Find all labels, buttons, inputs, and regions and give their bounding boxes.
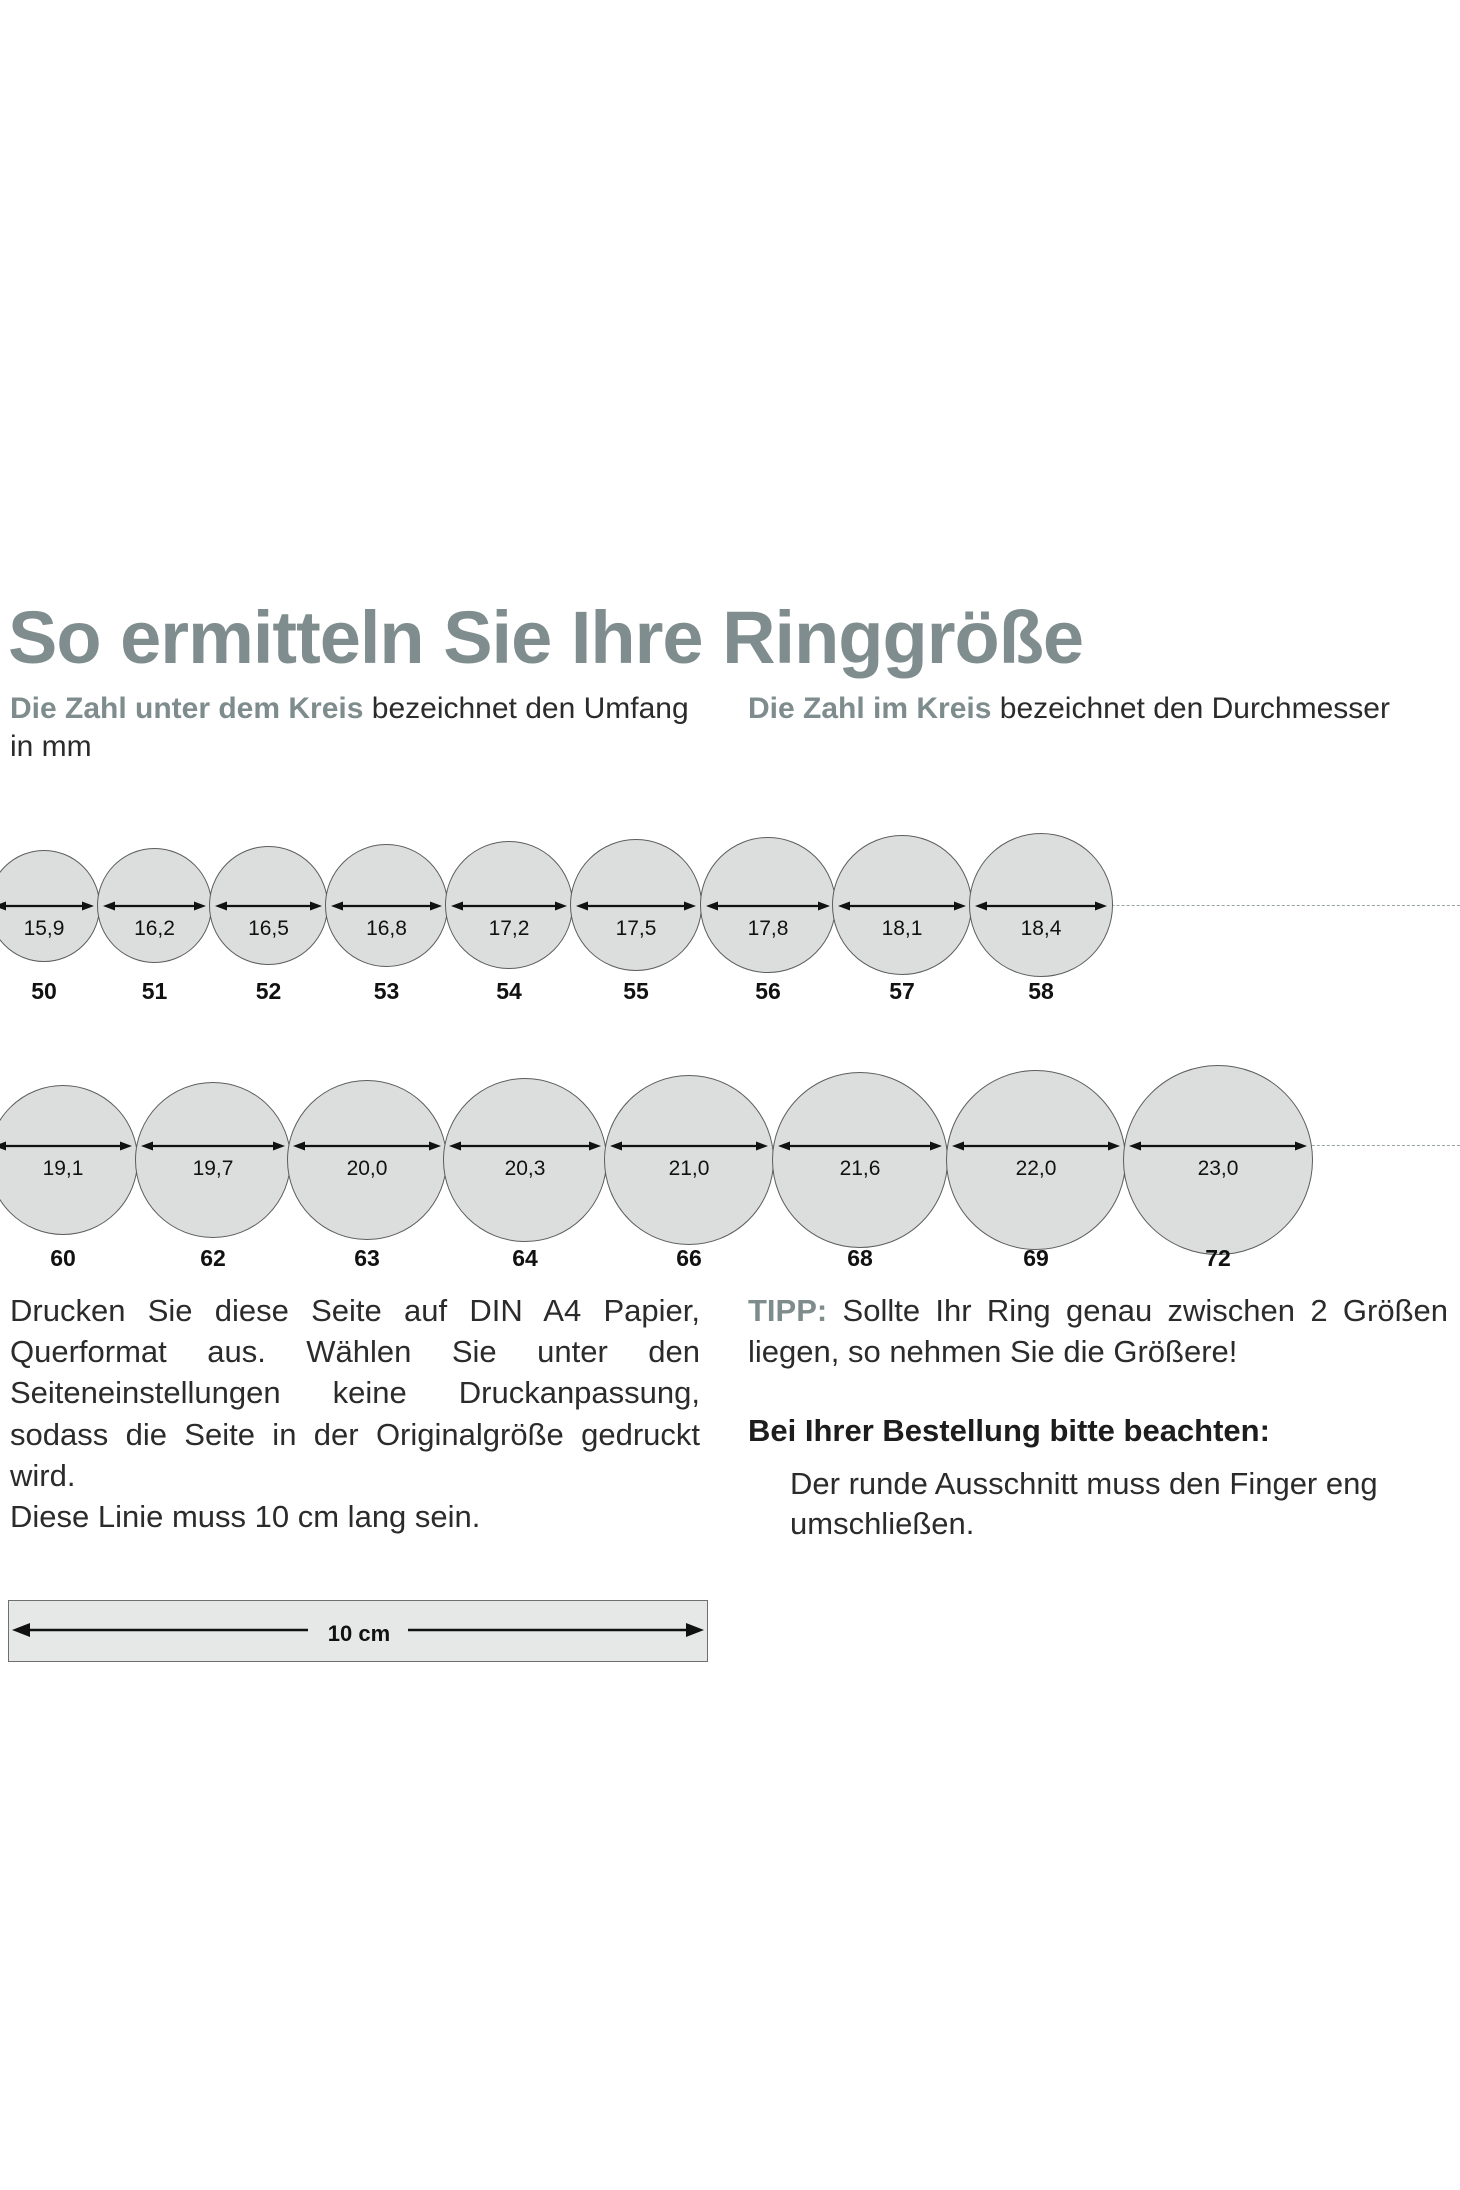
ring-circumference-label: 66: [676, 1245, 702, 1271]
ring-diameter-label: 15,9: [23, 917, 65, 940]
ring-diameter-label: 19,1: [42, 1157, 84, 1180]
ring-circumference-label: 56: [755, 978, 781, 1004]
diameter-arrow-icon: [0, 900, 96, 912]
ring-diameter-label: 19,7: [192, 1157, 234, 1180]
diameter-arrow-icon: [776, 1140, 944, 1152]
diameter-arrow-icon: [704, 900, 832, 912]
ring-diameter-label: 16,2: [134, 917, 175, 940]
page-title: So ermitteln Sie Ihre Ringgröße: [8, 595, 1084, 679]
tip-block: [748, 1290, 1448, 1544]
ring-circumference-label: 72: [1205, 1245, 1231, 1271]
ring-circumference-label: 58: [1028, 978, 1054, 1004]
diameter-arrow-icon: [447, 1140, 603, 1152]
print-instructions: [10, 1290, 700, 1537]
diameter-arrow-icon: [950, 1140, 1122, 1152]
diameter-arrow-icon: [101, 900, 208, 912]
tip-label: TIPP:: [748, 1293, 828, 1328]
ring-diameter-label: 18,4: [1020, 917, 1062, 940]
diameter-arrow-icon: [0, 1140, 134, 1152]
ring-diameter-label: 16,5: [248, 917, 289, 940]
intro-left-bold: Die Zahl unter dem Kreis: [10, 692, 364, 725]
ring-circumference-label: 55: [623, 978, 649, 1004]
ruler-label: 10 cm: [327, 1621, 391, 1646]
intro-right-bold: Die Zahl im Kreis: [748, 692, 992, 725]
tip-text: Sollte Ihr Ring genau zwischen 2 Größen liegen, so nehmen Sie die Größere!: [748, 1293, 1448, 1370]
diameter-arrow-icon: [139, 1140, 287, 1152]
ring-circumference-label: 53: [373, 978, 400, 1004]
ring-circumference-label: 51: [141, 978, 168, 1004]
ring-diameter-label: 16,8: [366, 917, 407, 940]
diameter-arrow-icon: [973, 900, 1109, 912]
ring-circumference-label: 64: [512, 1245, 538, 1271]
diameter-arrow-icon: [291, 1140, 443, 1152]
ring-diameter-label: 18,1: [881, 917, 923, 940]
ring-circumference-label: 68: [847, 1245, 873, 1271]
diameter-arrow-icon: [1127, 1140, 1309, 1152]
ring-diameter-label: 17,8: [747, 917, 789, 940]
ring-circumference-label: 69: [1023, 1245, 1049, 1271]
intro-left-rest: bezeichnet den Umfang in mm: [10, 692, 689, 763]
ring-circumference-label: 50: [31, 978, 57, 1004]
diameter-arrow-icon: [449, 900, 569, 912]
ring-diameter-label: 23,0: [1197, 1157, 1239, 1180]
diameter-arrow-icon: [608, 1140, 770, 1152]
line-length-instruction: Diese Linie muss 10 cm lang sein.: [10, 1499, 481, 1535]
ring-diameter-label: 21,6: [839, 1157, 881, 1180]
ring-row-1: [0, 815, 1460, 1005]
ring-circumference-label: 62: [200, 1245, 226, 1271]
diameter-arrow-icon: [213, 900, 324, 912]
intro-right-rest: bezeichnet den Durchmesser: [991, 692, 1390, 725]
print-instruction-text: Drucken Sie diese Seite auf DIN A4 Papier, Querformat aus. Wählen Sie unter den Seiteneinstellungen keine Druckanpassung, sodass die Seite in der Originalgröße gedruckt wird.: [10, 1293, 700, 1493]
ring-circumference-label: 60: [50, 1245, 76, 1271]
ring-diameter-label: 20,0: [346, 1157, 388, 1180]
order-note-heading: Bei Ihrer Bestellung bitte beachten:: [748, 1413, 1270, 1449]
ruler-arrow-icon: [8, 1620, 708, 1640]
ring-diameter-label: 17,2: [488, 917, 530, 940]
ring-diameter-label: 22,0: [1015, 1157, 1057, 1180]
tip-paragraph: [748, 1290, 1448, 1372]
ring-circumference-label: 57: [889, 978, 915, 1004]
ring-diameter-label: 17,5: [615, 917, 657, 940]
ring-diameter-label: 20,3: [504, 1157, 546, 1180]
intro-right-text: [748, 690, 1448, 728]
intro-left-text: [10, 690, 710, 765]
order-note-body: Der runde Ausschnitt muss den Finger eng umschließen.: [790, 1465, 1378, 1541]
ring-diameter-label: 21,0: [668, 1157, 710, 1180]
diameter-arrow-icon: [329, 900, 444, 912]
ring-circumference-label: 52: [255, 978, 282, 1004]
ring-circumference-label: 63: [354, 1245, 380, 1271]
diameter-arrow-icon: [574, 900, 698, 912]
ring-circumference-label: 54: [496, 978, 522, 1004]
ring-row-2: [0, 1040, 1460, 1271]
diameter-arrow-icon: [836, 900, 968, 912]
